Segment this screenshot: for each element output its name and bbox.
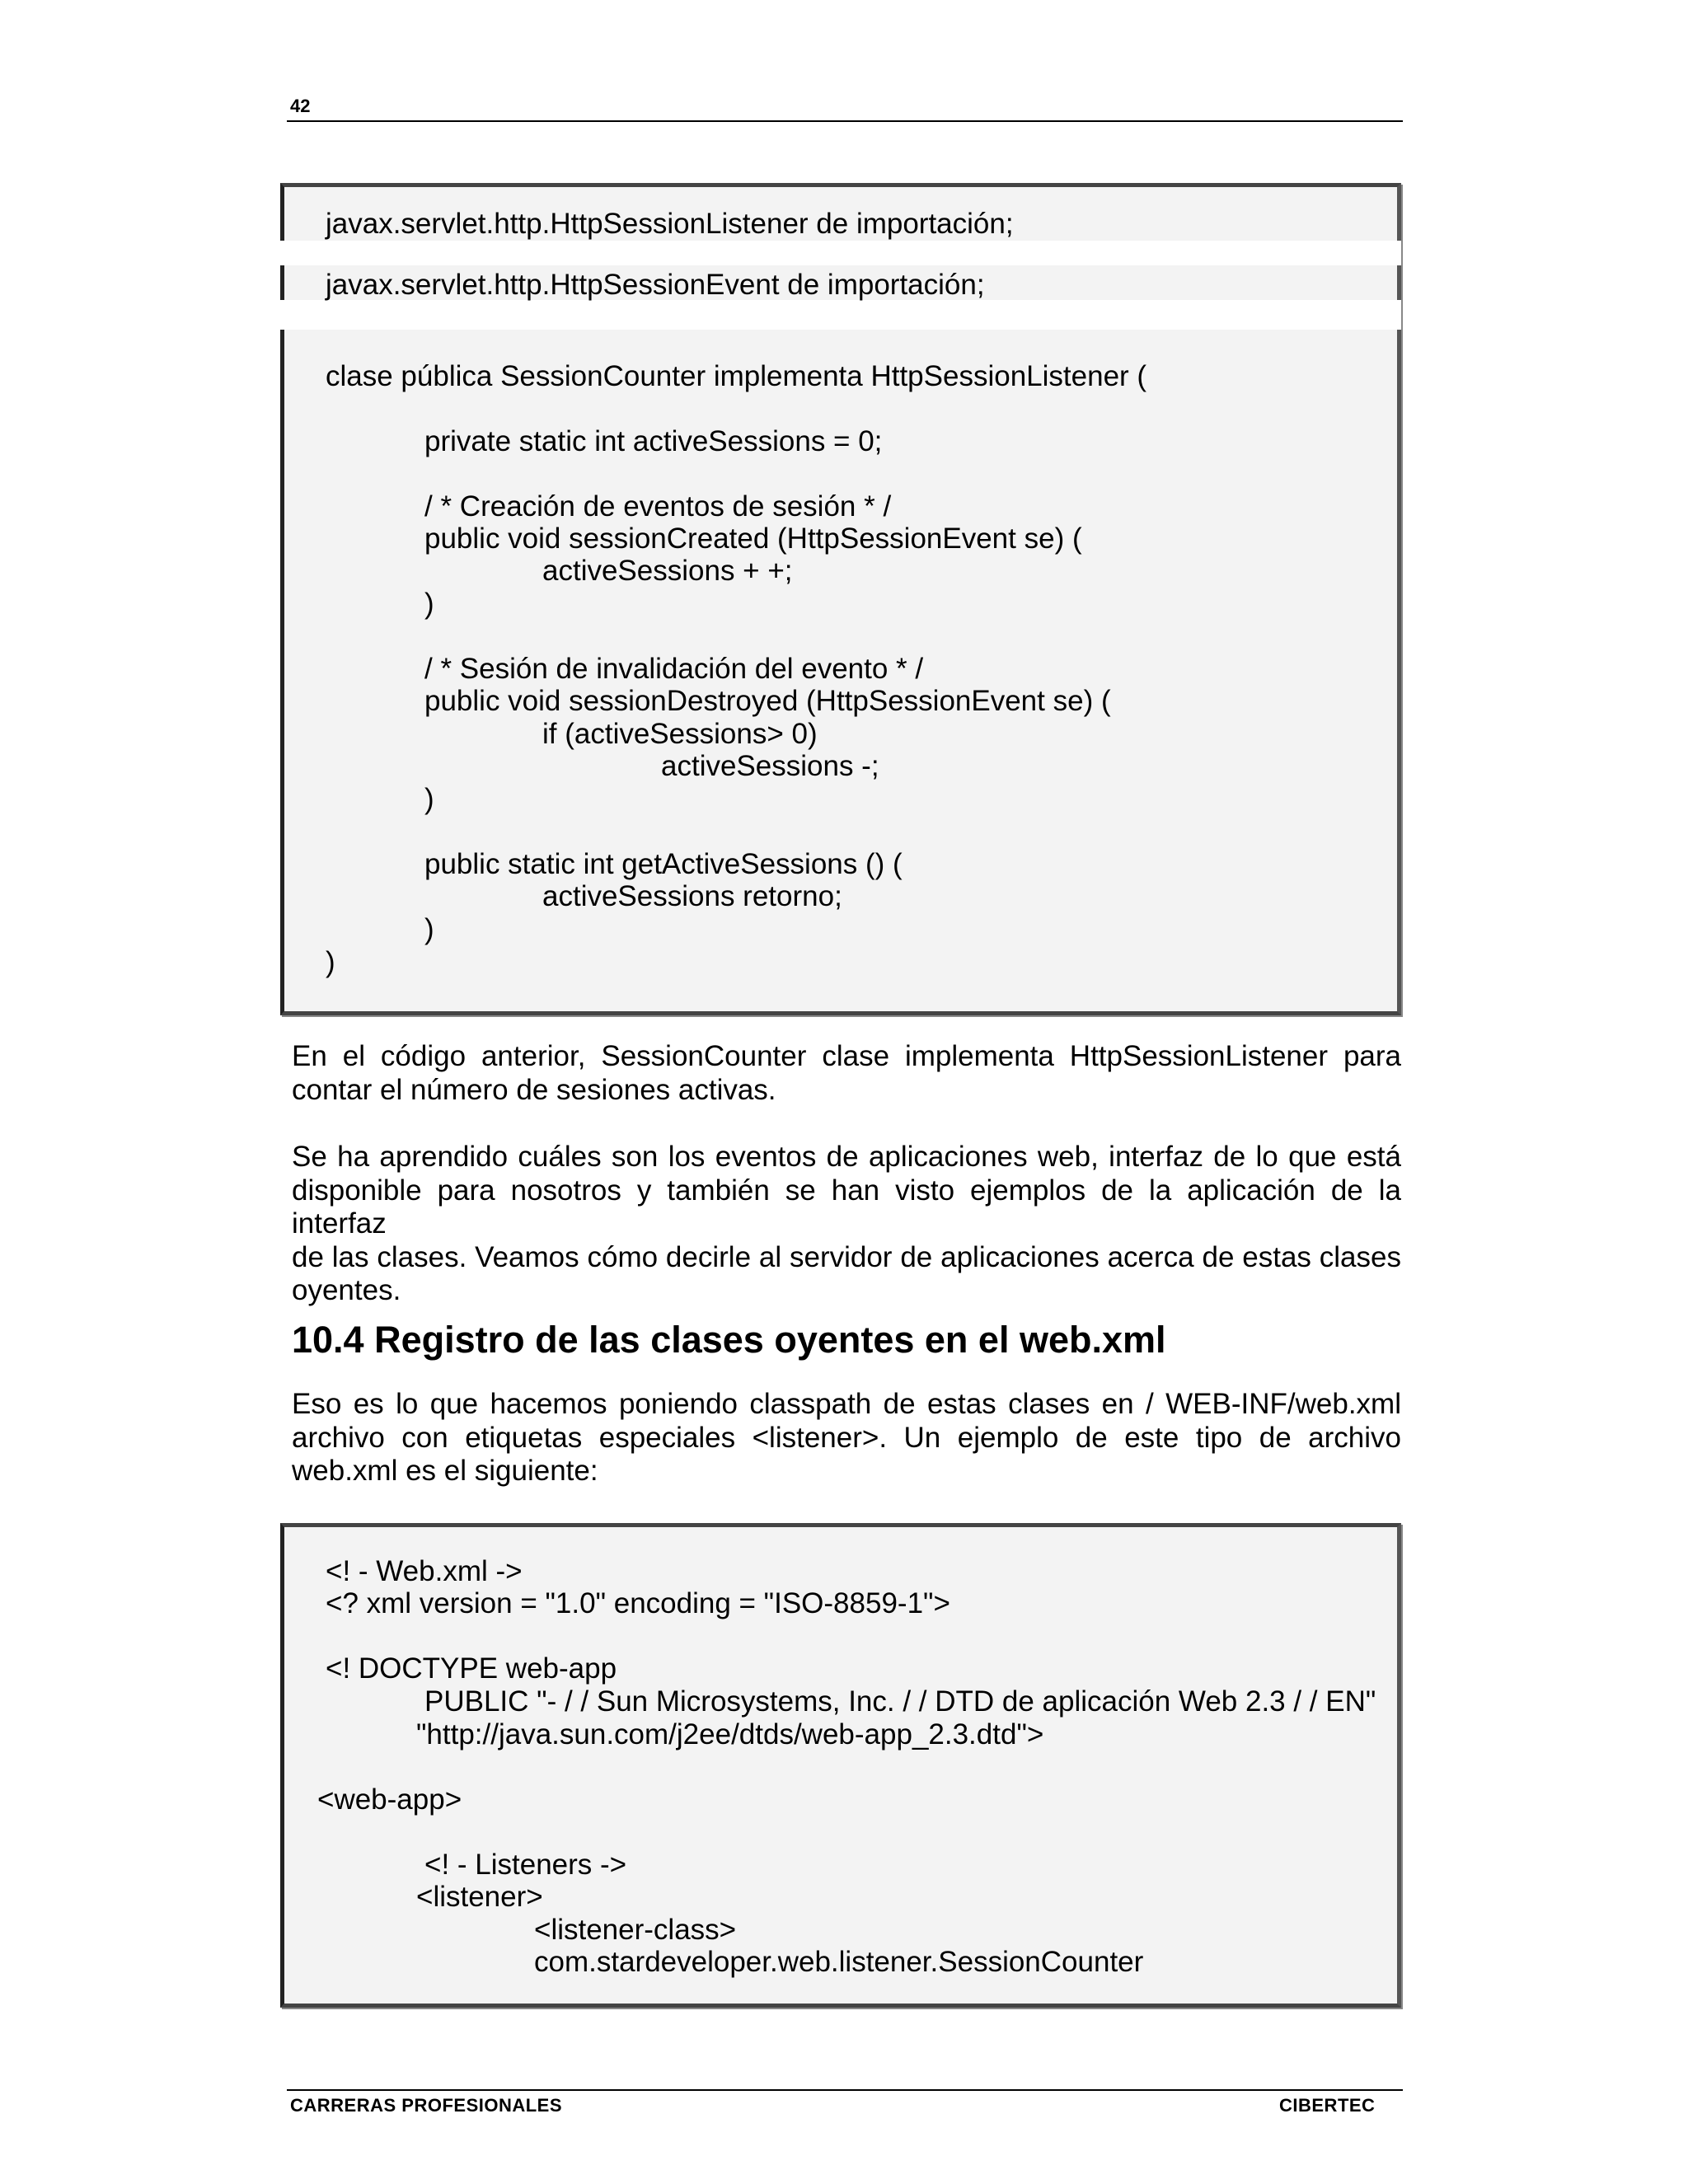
paragraph xyxy=(292,1141,1401,1308)
code-line: "http://java.sun.com/j2ee/dtds/web-app_2.3.dtd"> xyxy=(416,1718,1044,1750)
paragraph-line: Se ha aprendido cuáles son los eventos de aplicaciones web, interfaz de lo que está xyxy=(292,1141,1401,1173)
footer-right-label: CIBERTEC xyxy=(1279,2095,1376,2116)
paragraph-line: de las clases. Veamos cómo decirle al servidor de aplicaciones acerca de estas clases xyxy=(292,1240,1401,1273)
paragraph-line: web.xml es el siguiente: xyxy=(292,1455,598,1487)
code-line: <web-app> xyxy=(317,1783,462,1816)
code-line: <! DOCTYPE web-app xyxy=(326,1652,617,1685)
code-line: activeSessions retorno; xyxy=(542,880,842,912)
code-line: <listener> xyxy=(416,1881,543,1913)
page-number: 42 xyxy=(290,96,311,116)
footer-rule xyxy=(287,2089,1403,2091)
code-frame-gap xyxy=(277,241,1401,265)
code-line: activeSessions + +; xyxy=(542,555,793,587)
code-line: <! - Web.xml -> xyxy=(326,1555,523,1587)
code-line: public static int getActiveSessions () ( xyxy=(424,848,903,880)
code-line: public void sessionCreated (HttpSessionEvent se) ( xyxy=(424,523,1082,555)
code-line: public void sessionDestroyed (HttpSessionEvent se) ( xyxy=(424,685,1111,717)
code-frame-gap xyxy=(277,300,1401,330)
code-line: clase pública SessionCounter implementa HttpSessionListener ( xyxy=(326,360,1147,392)
paragraph-line: Eso es lo que hacemos poniendo classpath de estas clases en / WEB-INF/web.xml xyxy=(292,1388,1401,1420)
paragraph-line: En el código anterior, SessionCounter clase implementa HttpSessionListener para xyxy=(292,1040,1401,1072)
code-line: ) xyxy=(424,913,434,945)
code-line: / * Creación de eventos de sesión * / xyxy=(424,490,892,523)
code-line: javax.servlet.http.HttpSessionEvent de importación; xyxy=(326,269,985,301)
code-line: javax.servlet.http.HttpSessionListener de importación; xyxy=(326,208,1014,240)
code-line: / * Sesión de invalidación del evento * / xyxy=(424,653,924,685)
code-line: PUBLIC "- / / Sun Microsystems, Inc. / / DTD de aplicación Web 2.3 / / EN" xyxy=(424,1685,1376,1718)
code-line: <listener-class> xyxy=(534,1914,737,1946)
paragraph-line: archivo con etiquetas especiales <listener>. Un ejemplo de este tipo de archivo xyxy=(292,1421,1401,1454)
code-line: activeSessions -; xyxy=(661,750,879,782)
paragraph xyxy=(292,1388,1401,1488)
code-line: ) xyxy=(424,588,434,620)
section-heading: 10.4 Registro de las clases oyentes en el web.xml xyxy=(292,1319,1166,1361)
code-line: private static int activeSessions = 0; xyxy=(424,425,883,457)
code-frame-gap xyxy=(277,241,284,265)
code-line: <! - Listeners -> xyxy=(424,1849,627,1881)
paragraph xyxy=(292,1040,1401,1107)
footer-left-label: CARRERAS PROFESIONALES xyxy=(290,2095,563,2116)
code-line: if (activeSessions> 0) xyxy=(542,718,818,750)
paragraph-line: disponible para nosotros y también se han visto ejemplos de la aplicación de la interfaz xyxy=(292,1174,1401,1240)
code-line: ) xyxy=(326,946,335,978)
code-line: <? xml version = "1.0" encoding = "ISO-8859-1"> xyxy=(326,1587,950,1619)
code-line: com.stardeveloper.web.listener.SessionCounter xyxy=(534,1946,1144,1978)
paragraph-line: contar el número de sesiones activas. xyxy=(292,1073,776,1106)
paragraph-line: oyentes. xyxy=(292,1274,401,1306)
header-rule xyxy=(287,120,1403,122)
code-line: ) xyxy=(424,783,434,815)
